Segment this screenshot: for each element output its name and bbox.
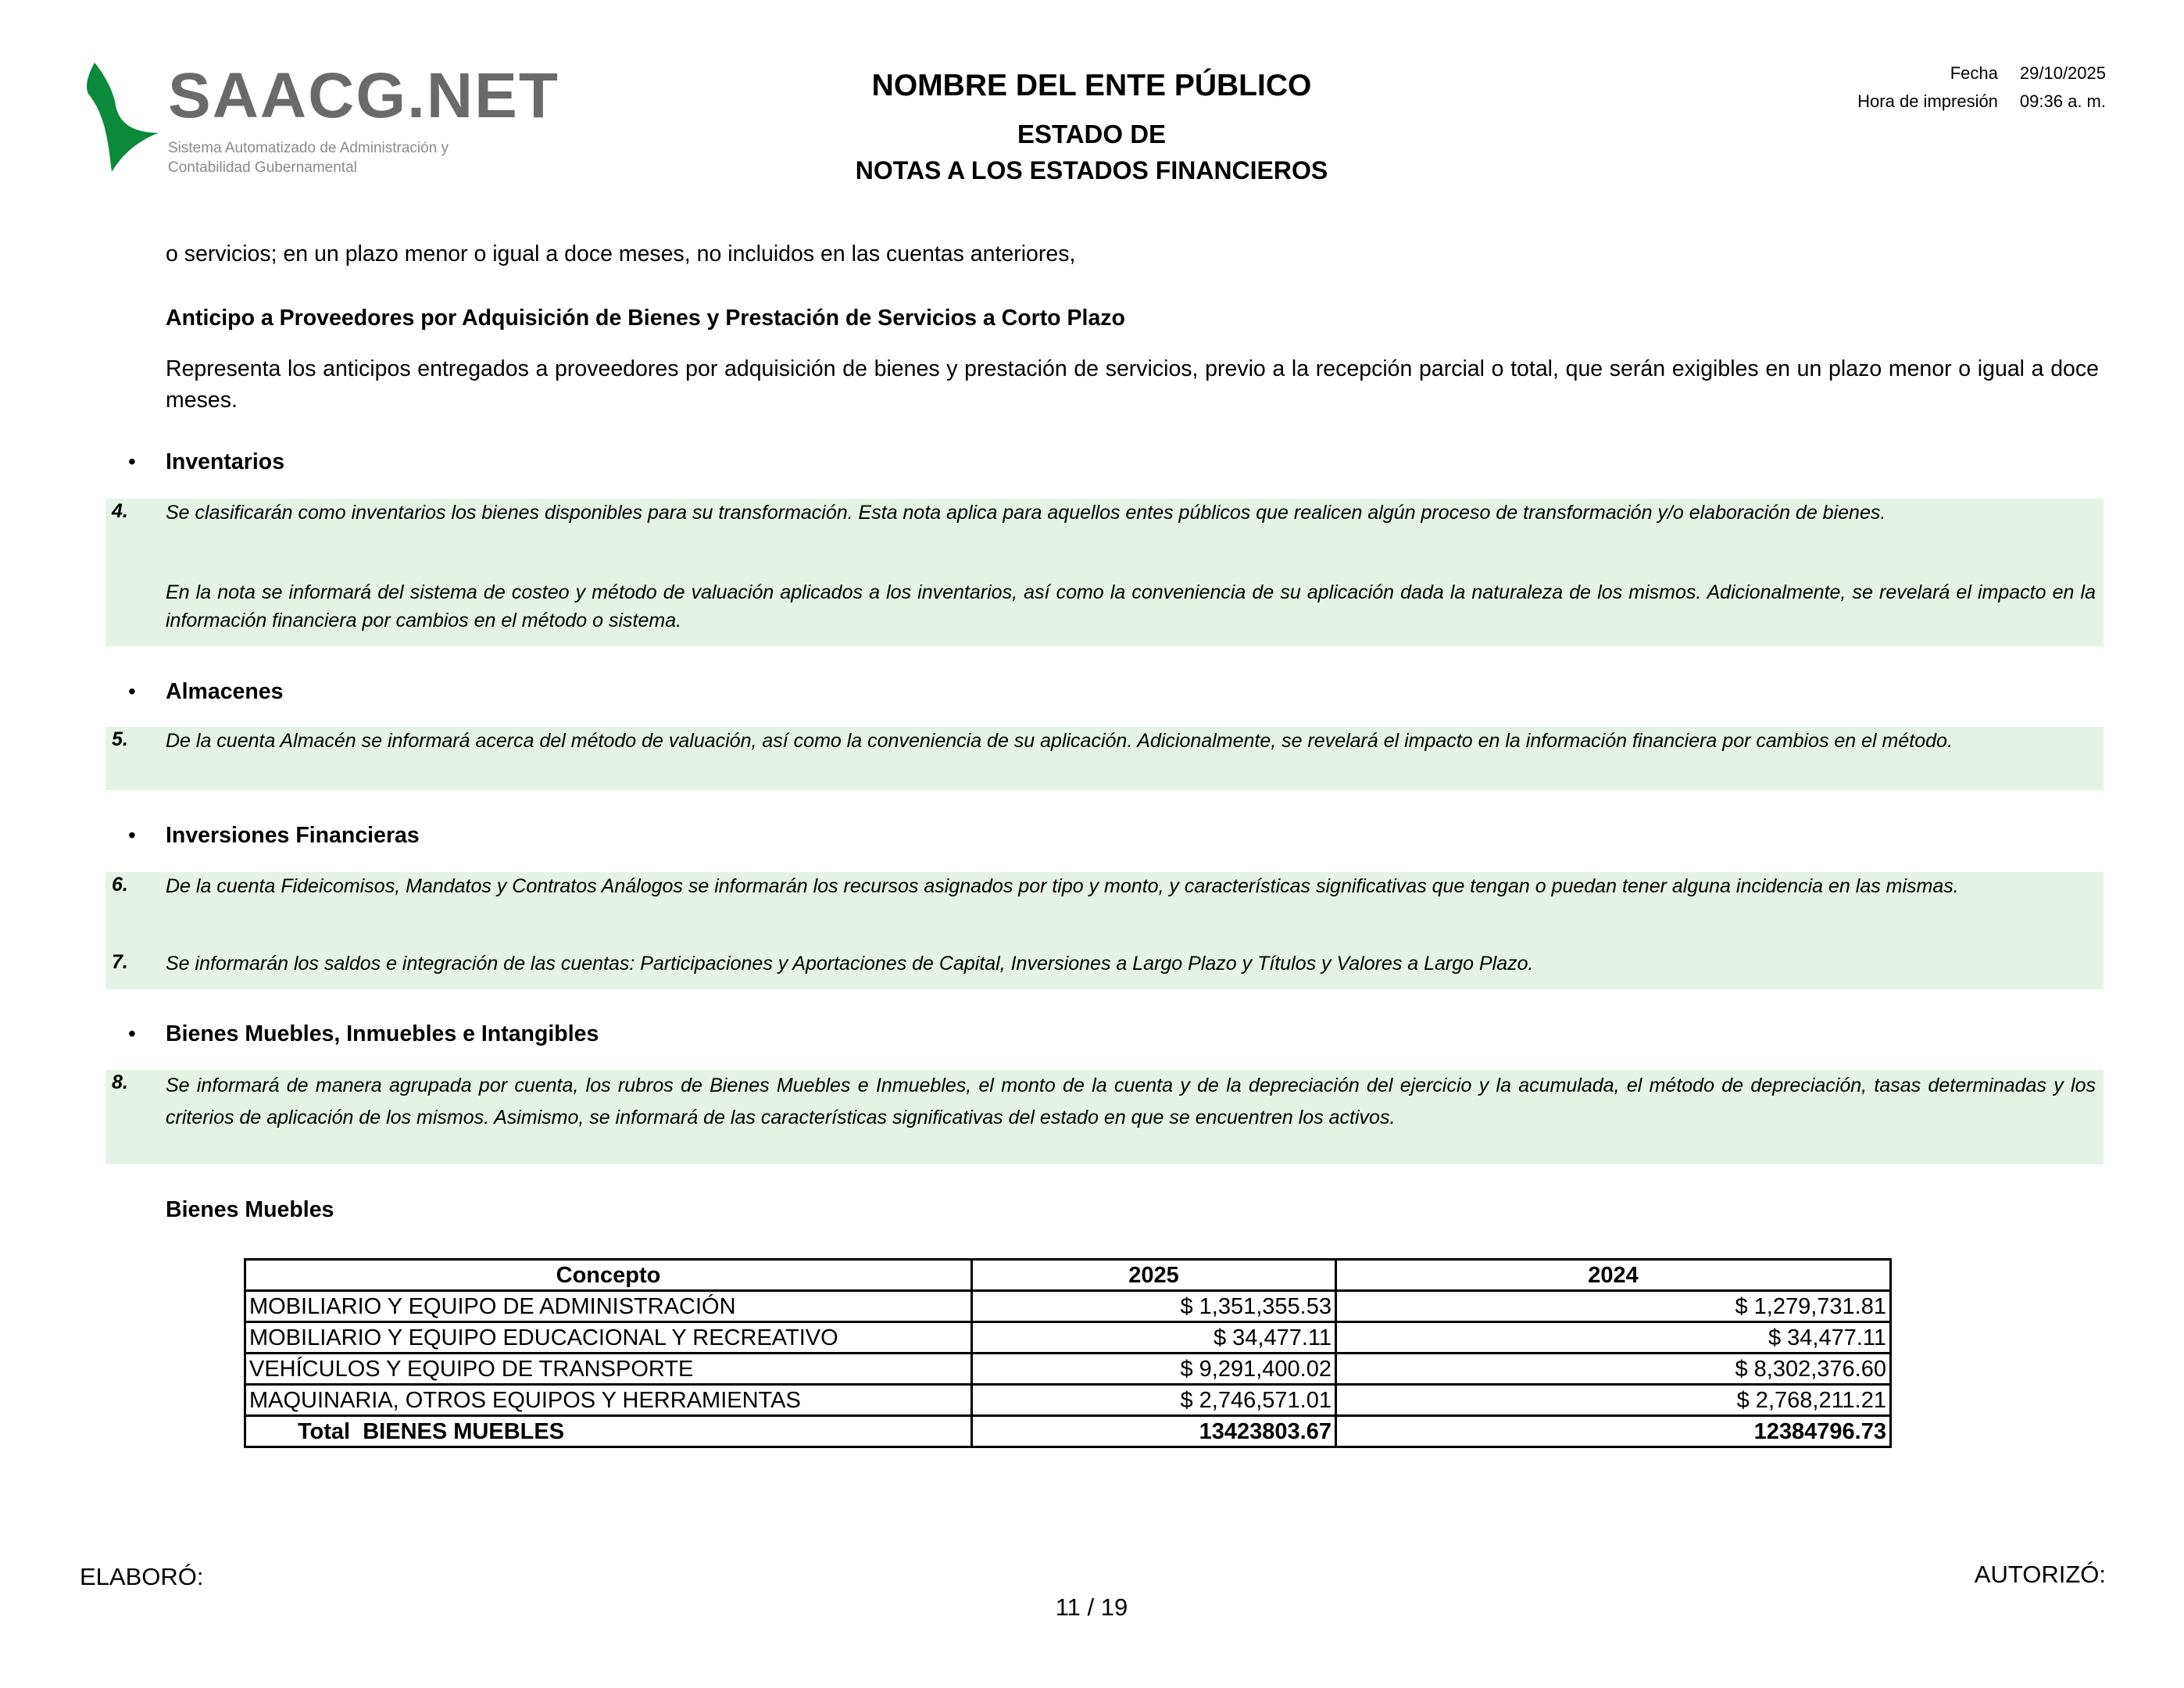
- entity-name: NOMBRE DEL ENTE PÚBLICO: [871, 69, 1312, 102]
- date-value: 29/10/2025: [2019, 63, 2106, 83]
- table-header-row: [245, 1260, 1891, 1291]
- note-box: [105, 1070, 2104, 1164]
- report-subtitle: NOTAS A LOS ESTADOS FINANCIEROS: [855, 156, 1328, 184]
- section-title: Almacenes: [166, 679, 284, 704]
- bullet-icon: •: [128, 1021, 136, 1046]
- logo: [80, 59, 596, 184]
- note-text: Se clasificarán como inventarios los bienes disponibles para su transformación. Esta nota aplica para aquellos entes públicos que realicen algún proceso de transformación y/o elaboración de bienes.: [166, 502, 1886, 524]
- elaboro-label: ELABORÓ:: [80, 1563, 204, 1590]
- logo-wordmark: SAACG.NET: [168, 60, 559, 131]
- table-row: [245, 1354, 1891, 1385]
- autorizo-label: AUTORIZÓ:: [1974, 1561, 2106, 1588]
- note-number: 5.: [112, 728, 128, 750]
- note-box: [105, 872, 2104, 989]
- time-value: 09:36 a. m.: [2019, 91, 2106, 111]
- logo-leaf-icon: [80, 59, 166, 176]
- date-label: Fecha: [1950, 63, 1998, 83]
- total-2024: 12384796.73: [1336, 1416, 1891, 1447]
- note-number: 8.: [112, 1071, 128, 1093]
- section-title: Inventarios: [166, 449, 285, 474]
- value-2024: $ 34,477.11: [1336, 1322, 1891, 1354]
- logo-text-group: [168, 62, 559, 177]
- anticipo-text: Representa los anticipos entregados a proveedores por adquisición de bienes y prestación de servicios, previo a la recepción parcial o total, que serán exigibles en un plazo menor o igual a doce meses.: [166, 356, 2099, 413]
- bullet-icon: •: [128, 823, 136, 847]
- concepto-cell: VEHÍCULOS Y EQUIPO DE TRANSPORTE: [245, 1354, 972, 1385]
- note-box: [105, 727, 2104, 790]
- section-title: Inversiones Financieras: [166, 823, 420, 848]
- continued-text: o servicios; en un plazo menor o igual a doce meses, no incluidos en las cuentas anteriores,: [166, 241, 1076, 266]
- note-text: En la nota se informará del sistema de costeo y método de valuación aplicados a los inventarios, así como la conveniencia de su aplicación dada la naturaleza de los mismos. Adicionalmente, se revelará el impacto en la información financiera por cambios en el método o sistema.: [166, 581, 2096, 631]
- table-total-row: [245, 1416, 1891, 1447]
- logo-tagline: [168, 138, 559, 177]
- logo-tagline-line-1: Sistema Automatizado de Administración y: [168, 140, 449, 156]
- note-text: De la cuenta Fideicomisos, Mandatos y Contratos Análogos se informarán los recursos asignados por tipo y monto, y características significativas que tengan o puedan tener alguna incidencia en las mismas.: [166, 875, 1959, 897]
- table-row: [245, 1385, 1891, 1416]
- note-number: 7.: [112, 951, 128, 973]
- total-label: Total BIENES MUEBLES: [245, 1416, 972, 1447]
- value-2024: $ 8,302,376.60: [1336, 1354, 1891, 1385]
- logo-tagline-line-2: Contabilidad Gubernamental: [168, 159, 357, 176]
- value-2025: $ 2,746,571.01: [972, 1385, 1336, 1416]
- section-title: Bienes Muebles, Inmuebles e Intangibles: [166, 1021, 599, 1046]
- concepto-cell: MOBILIARIO Y EQUIPO DE ADMINISTRACIÓN: [245, 1291, 972, 1322]
- bullet-icon: •: [128, 679, 136, 703]
- value-2025: $ 1,351,355.53: [972, 1291, 1336, 1322]
- header-concepto: Concepto: [245, 1260, 972, 1291]
- bienes-muebles-table: [244, 1258, 1892, 1448]
- concepto-cell: MOBILIARIO Y EQUIPO EDUCACIONAL Y RECREATIVO: [245, 1322, 972, 1354]
- table-row: [245, 1291, 1891, 1322]
- note-text: Se informará de manera agrupada por cuenta, los rubros de Bienes Muebles e Inmuebles, el monto de la cuenta y de la depreciación del ejercicio y la acumulada, el método de depreciación, tasas determinadas y los criterios de aplicación de los mismos. Asimismo, se informará de las características significativas del estado en que se encuentren los activos.: [166, 1075, 2096, 1128]
- value-2024: $ 2,768,211.21: [1336, 1385, 1891, 1416]
- total-2025: 13423803.67: [972, 1416, 1336, 1447]
- note-number: 4.: [112, 500, 128, 522]
- print-meta: [1835, 59, 2106, 116]
- bullet-icon: •: [128, 449, 136, 474]
- value-2025: $ 9,291,400.02: [972, 1354, 1336, 1385]
- note-box: [105, 499, 2104, 646]
- note-text: De la cuenta Almacén se informará acerca del método de valuación, así como la conveniencia de su aplicación. Adicionalmente, se revelará el impacto en la información financiera por cambios en el método.: [166, 730, 1953, 752]
- note-number: 6.: [112, 874, 128, 896]
- table-row: [245, 1322, 1891, 1354]
- header-2024: 2024: [1336, 1260, 1891, 1291]
- time-label: Hora de impresión: [1857, 91, 1998, 111]
- page-number: 11 / 19: [1055, 1593, 1128, 1621]
- header-2025: 2025: [972, 1260, 1336, 1291]
- statement-title: ESTADO DE: [1017, 120, 1167, 148]
- value-2024: $ 1,279,731.81: [1336, 1291, 1891, 1322]
- table-title: Bienes Muebles: [166, 1197, 334, 1222]
- concepto-cell: MAQUINARIA, OTROS EQUIPOS Y HERRAMIENTAS: [245, 1385, 972, 1416]
- value-2025: $ 34,477.11: [972, 1322, 1336, 1354]
- anticipo-heading: Anticipo a Proveedores por Adquisición de Bienes y Prestación de Servicios a Corto Plazo: [166, 306, 1125, 331]
- note-text: Se informarán los saldos e integración de las cuentas: Participaciones y Aportaciones de Capital, Inversiones a Largo Plazo y Títulos y Valores a Largo Plazo.: [166, 953, 1534, 975]
